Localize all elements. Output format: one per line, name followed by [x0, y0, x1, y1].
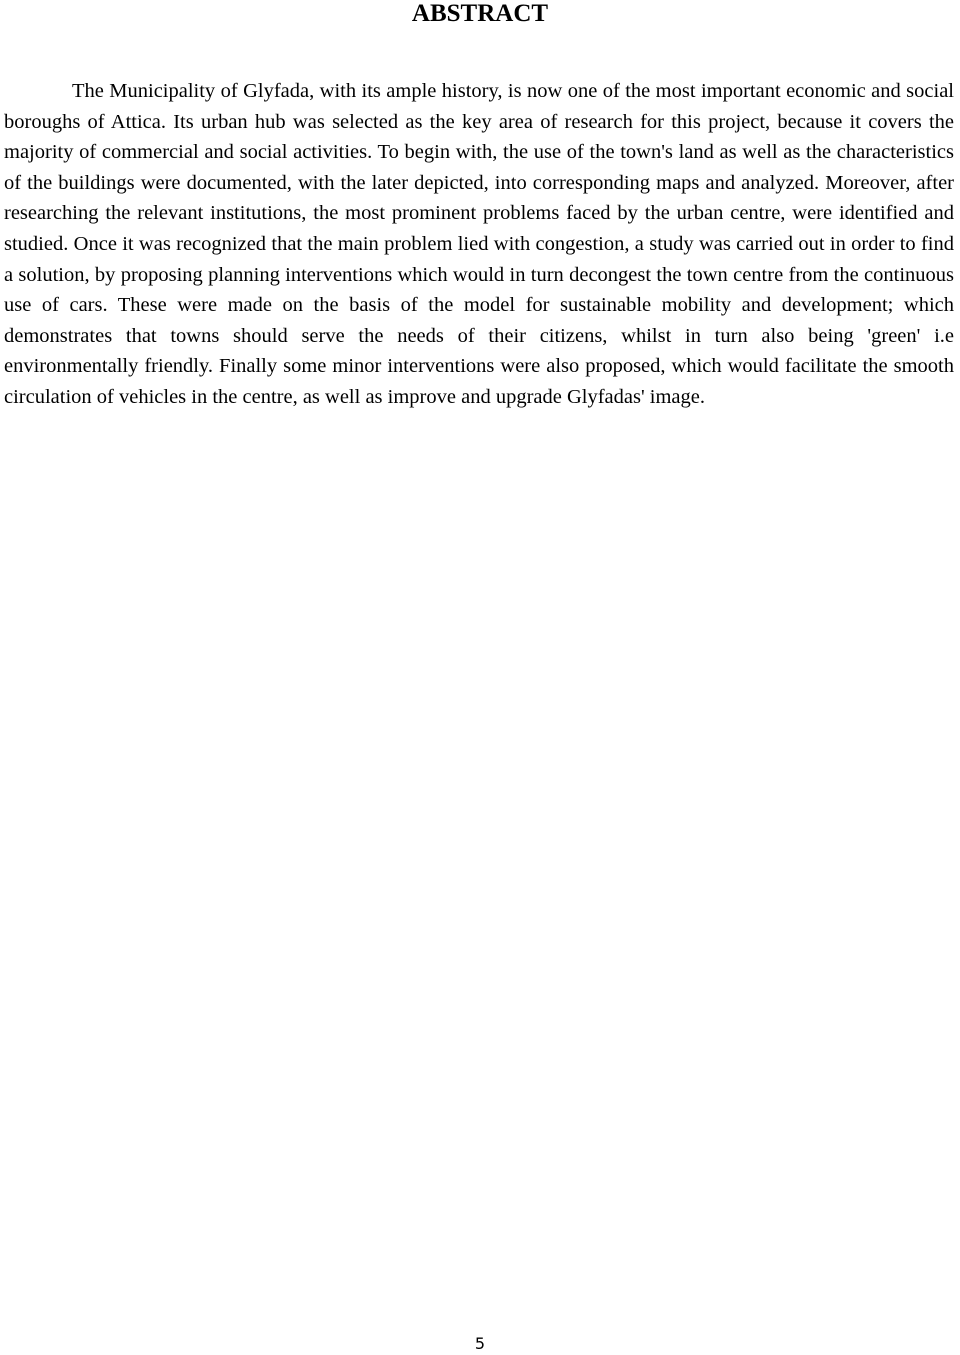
page-number: 5	[474, 1334, 486, 1353]
abstract-paragraph: The Municipality of Glyfada, with its ample history, is now one of the most important economic and social boroughs of Attica. Its urban hub was selected as the key area of research for this project, because it covers the majority of commercial and social activities. To begin with, the use of the town's land as well as the characteristics of the buildings were documented, with the later depicted, into corresponding maps and analyzed. Moreover, after researching the relevant institutions, the most prominent problems faced by the urban centre, were identified and studied. Once it was recognized that the main problem lied with congestion, a study was carried out in order to find a solution, by proposing planning interventions which would in turn decongest the town centre from the continuous use of cars. These were made on the basis of the model for sustainable mobility and development; which demonstrates that towns should serve the needs of their citizens, whilst in turn also being 'green' i.e environmentally friendly. Finally some minor interventions were also proposed, which would facilitate the smooth circulation of vehicles in the centre, as well as improve and upgrade Glyfadas' image.	[4, 80, 954, 408]
abstract-heading: ABSTRACT	[411, 0, 549, 27]
